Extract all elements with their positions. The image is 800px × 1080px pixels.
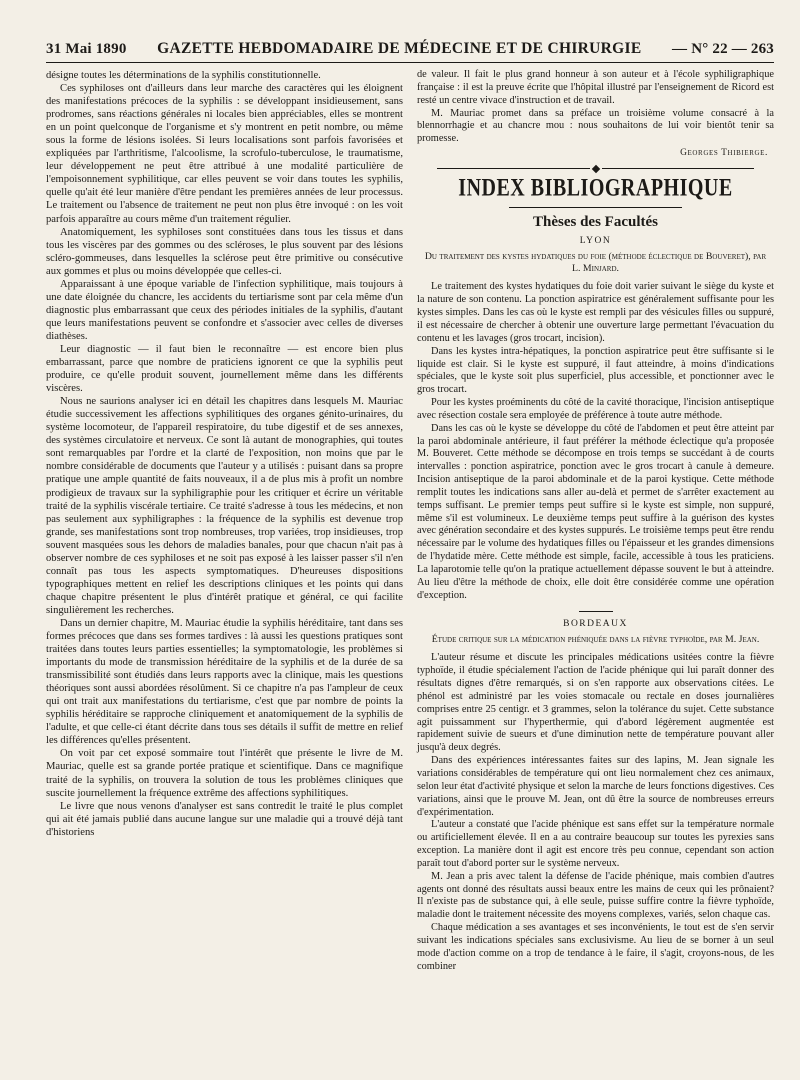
paragraph: désigne toutes les déterminations de la syphilis constitutionnelle.: [46, 70, 321, 81]
paragraph: Le livre que nous venons d'analyser est sans contredit le traité le plus complet qui ait été jamais publié dans aucune langue sur une maladie qui a trouvé déjà tant d'historiens: [46, 800, 403, 838]
index-title: INDEX BIBLIOGRAPHIQUE: [458, 174, 733, 202]
paragraph: Dans les kystes intra-hépatiques, la ponction aspiratrice peut être suffisante si le liquide est clair. Si le kyste est suppuré, il faut atteindre, à moins d'indications spéciales, que le kyste soit plus superficiel, plus accessible, et ponctionner avec le gros trocart.: [417, 345, 774, 396]
author-signature: Georges Thibierge.: [680, 148, 768, 159]
paragraph: L'auteur résume et discute les principales médications usitées contre la fièvre typhoïde, il étudie spécialement l'action de l'acide phénique qui lui paraît donner des résultats dignes d'être remarqués, si on s'en rapporte aux observations citées. Le phénol est administré par les voies stomacale ou rectale en doses journalières comprises entre 25 centigr. et 3 grammes, selon la tolérance du sujet. Cette substance agit puissamment sur l'hyperthermie, qui d'abord légèrement augmentée est rapidement suivie de sueurs et d'une diminution nette de température pouvant aller jusqu'à deux degrés.: [417, 652, 774, 754]
paragraph: de valeur. Il fait le plus grand honneur à son auteur et à l'école syphiligraphique française : il est la preuve écrite que l'hôpital illustré par l'enseignement de Ricord est resté un centre vivace d'instruction et de travail.: [417, 69, 774, 106]
section-separator: [579, 611, 613, 612]
paragraph: M. Mauriac promet dans sa préface un troisième volume consacré à la blennorrhagie et au chancre mou : nous souhaitons de lui voir bientôt tenir sa promesse.: [417, 107, 774, 145]
ornament-line: [437, 168, 590, 169]
diamond-icon: [591, 165, 599, 173]
paragraph: M. Jean a pris avec talent la défense de l'acide phénique, mais combien d'autres agents ont donné des résultats aussi beaux entre les mains de ceux qui les prônaient? Il n'existe pas de substance qui, à elle seule, puisse suffire contre la fièvre typhoïde, maladie dont le traitement nécessite des moyens complexes, variés, selon chaque cas.: [417, 870, 774, 921]
title-rule: [509, 207, 682, 208]
paragraph: Dans des expériences intéressantes faites sur des lapins, M. Jean signale les variations considérables de température qui ont lieu normalement chez ces animaux, selon leur état d'activité physique et selon la marche de leurs fonctions digestives. Ces variations, ainsi que le prouve M. Jean, ont dû être la source de nombreuses erreurs d'expérimentation.: [417, 755, 774, 818]
paragraph: Le traitement des kystes hydatiques du foie doit varier suivant le siège du kyste et la nature de son contenu. La ponction aspiratrice est généralement suffisante pour les kystes simples. Dans les cas où le kyste est rempli par des vésicules filles ou suppuré, il est nécessaire de chercher à obtenir une ouverture large permettant l'évacuation du contenu et les lavages (gros trocart, incision).: [417, 281, 774, 344]
two-column-body: [46, 69, 774, 973]
page-header: [46, 40, 774, 62]
paragraph: Chaque médication a ses avantages et ses inconvénients, le tout est de s'en servir suivant les indications spéciales sans exclusivisme. Au lieu de se borner à un seul mode d'action comme on a trop de tendance à le faire, il s'agit, croyons-nous, de les combiner: [417, 922, 774, 972]
paragraph: Pour les kystes proéminents du côté de la cavité thoracique, l'incision antiseptique avec résection costale sera employée de préférence à toute autre méthode.: [417, 397, 774, 421]
issue-date: 31 Mai 1890: [46, 41, 127, 57]
journal-title: GAZETTE HEBDOMADAIRE DE MÉDECINE ET DE CHIRURGIE: [157, 40, 642, 57]
left-column: [46, 69, 403, 973]
thesis-entry-title: Étude critique sur la médication phéniquée dans la fièvre typhoïde, par M. Jean.: [431, 634, 760, 646]
paragraph: Leur diagnostic — il faut bien le reconnaître — est encore bien plus embarrassant, parce que nombre de praticiens ignorent ce que la syphilis peut produire, ce qu'elle produit souvent, journellement même dans les différents viscères.: [46, 343, 403, 395]
paragraph: Dans un dernier chapitre, M. Mauriac étudie la syphilis héréditaire, tant dans ses formes précoces que dans ses formes tardives : là aussi les questions pratiques sont traitées dans toutes leurs parties essentielles; la symptomatologie, les problèmes si importants du mode de transmission héréditaire de la syphilis et de la durée de sa transmissibilité sont étudiés dans leurs rapports avec la clinique, mais les questions théoriques sont aussi abordées résolûment. Si ce chapitre n'a pas l'ampleur de ceux qui ont trait aux manifestations du tertiarisme, c'est que par nombre de points la syphilis héréditaire se rapproche cliniquement et anatomiquement de la syphilis de l'adulte, et que celle-ci étant décrite dans tous ses détails il suffit de mettre en relief les différences qu'elles présentent.: [46, 617, 403, 747]
paragraph: Dans les cas où le kyste se développe du côté de l'abdomen et peut être atteint par la paroi abdominale antérieure, il faut préférer la méthode éclectique qu'a proposée M. Bouveret. Cette méthode se décompose en trois temps se succédant à de courts intervalles : ponction aspiratrice, ponction avec le gros trocart à canule à demeure. Incision antiseptique de la paroi abdominale et de la paroi kystique. Cette méthode remplit toutes les indications sans aller au-delà et permet de s'arrêter exactement au temps suffisant. Le premier temps peut suffire si le kyste est simple, non suppuré, même s'il est volumineux. Le deuxième temps peut suffire à la guérison des kystes avec génération secondaire et des kystes suppurés. Le troisième temps peut être rendu nécessaire par le volume des hydatiques filles ou l'épaisseur et les grandes dimensions de l'hydatide mère. Cette méthode est simple, facile, accessible à tous les praticiens. La laparotomie telle qu'on la pratique actuellement dépasse souvent le but à atteindre. Au lieu d'être la méthode de choix, elle doit être considérée comme une opération d'exception.: [417, 422, 774, 601]
header-rule: [46, 62, 774, 63]
paragraph: Apparaissant à une époque variable de l'infection syphilitique, mais toujours à une date éloignée du chancre, les accidents du tertiarisme sont par cela même d'un diagnostic plus embarrassant que ceux des périodes initiales de la syphilis, d'autant que leurs manifestations peuvent se confondre et s'associer avec celles de diverses diathèses.: [46, 278, 403, 342]
city-heading-bordeaux: BORDEAUX: [563, 618, 628, 629]
section-title: Thèses des Facultés: [533, 213, 658, 230]
page-number: — N° 22 — 263: [672, 41, 774, 57]
thesis-entry-title: Du traitement des kystes hydatiques du foie (méthode éclectique de Bouveret), par L. Minjard.: [424, 251, 767, 275]
ornament-line: [602, 168, 755, 169]
paragraph: Anatomiquement, les syphiloses sont constituées dans tous les tissus et dans tous les viscères par des gommes ou des scléroses, le plus souvent par des lésions scléro-gommeuses, dans lesquelles la sclérose peut être primitive ou consécutive aux gommes et plus ou moins développée que celles-ci.: [46, 226, 403, 277]
paragraph: Ces syphiloses ont d'ailleurs dans leur marche des caractères qui les éloignent des manifestations précoces de la syphilis : se développant insidieusement, sans prodromes, sans réactions générales ni locales bien appréciables, elles se montrent en un point quelconque de l'organisme et s'y montrent en petit nombre, ou même sous la forme de lésions isolées. Si leurs localisations sont parfois favorisées et expliquées par l'arthritisme, l'alcoolisme, la scrofulo-tuberculose, le traumatisme, leur développement ne peut être attribué à une modalité particulière de l'empoisonnement syphilitique, car elles peuvent se voir dans toutes les syphilis, quelle qu'ait été leur manière d'être pendant les premières années de leur processus. Le traitement ou l'absence de traitement ne peut non plus être invoqué : on les voit parfois apparaître au cours même d'un traitement régulier.: [46, 83, 403, 225]
right-column: [417, 69, 774, 973]
paragraph: Nous ne saurions analyser ici en détail les chapitres dans lesquels M. Mauriac étudie successivement les affections syphilitiques des organes génito-urinaires, du système locomoteur, de l'appareil respiratoire, du tube digestif et de ses annexes, des systèmes circulatoire et nerveux. Ce sont là autant de monographies, qui toutes sont remarquables par l'ordre et la clarté de l'exposition, non moins que par le nombre considérable de documents que l'auteur y a utilisés : puisant dans sa propre pratique une ample quantité de faits nouveaux, il a de plus mis à profit un nombre prodigieux de travaux sur la syphiligraphie pour les critiquer et écrire un véritable traité de la syphilis viscérale tertiaire. Ce traité s'adresse à tous les médecins, et non pas seulement aux syphiligraphes : la fréquence de la syphilis est devenue trop grande, ses manifestations sont trop nombreuses, trop variées, trop insidieuses, trop souvent masquées sous les dehors de maladies banales, pour que chacun n'ait pas à observer nombre de ces syphiloses et ne soit pas exposé à les laisser passer s'il n'en connaît pas tous les aspects symptomatiques. D'heureuses dispositions typographiques mettent en relief les descriptions cliniques et les points qui dans chaque chapitre présentent le plus d'intérêt pratique et général, ce qui facilite singulièrement les recherches.: [46, 396, 403, 616]
paragraph: L'auteur a constaté que l'acide phénique est sans effet sur la température normale ou artificiellement élevée. Il en a au contraire beaucoup sur toutes les pyrexies sans exception. La manière dont il agit est encore très peu connue, cependant son action paraît tout d'abord porter sur le système nerveux.: [417, 819, 774, 869]
city-heading-lyon: LYON: [579, 235, 612, 246]
paragraph: On voit par cet exposé sommaire tout l'intérêt que présente le livre de M. Mauriac, quelle est sa grande portée pratique et scientifique. Dans ce magnifique traité de la syphilis, on trouvera la solution de tous les problèmes cliniques que suscite journellement la fréquence extrême des affections syphilitiques.: [46, 748, 403, 799]
ornament-divider: [437, 166, 754, 172]
